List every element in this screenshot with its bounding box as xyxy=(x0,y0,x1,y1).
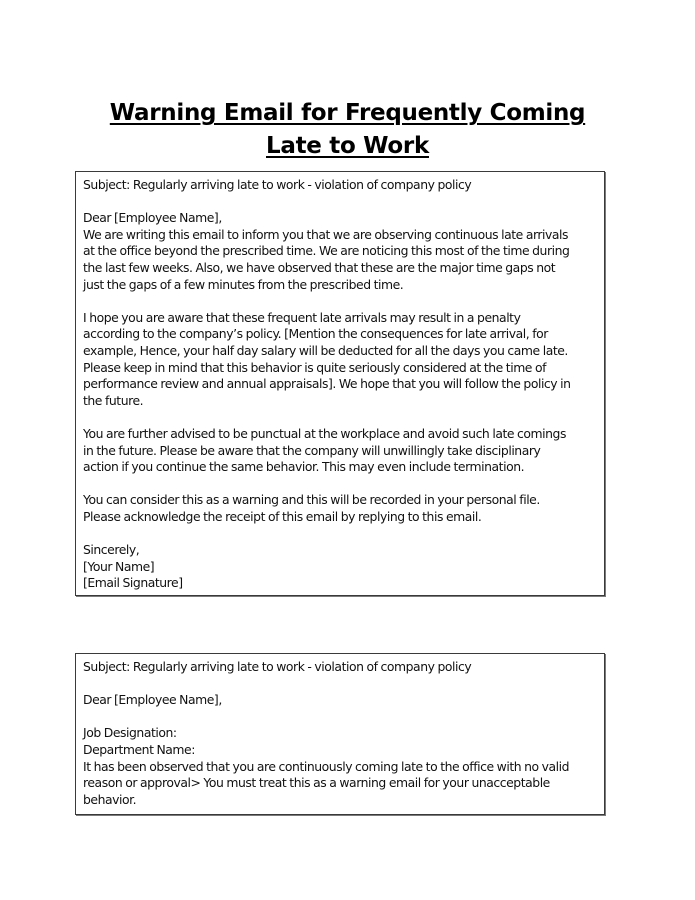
email-greeting: Dear [Employee Name], xyxy=(83,692,222,708)
paragraph-line: You can consider this as a warning and this will be recorded in your personal file. xyxy=(83,492,540,508)
paragraph-line: example, Hence, your half day salary will be deducted for all the days you came late. xyxy=(83,342,568,358)
email-subject: Subject: Regularly arriving late to work - violation of company policy xyxy=(83,177,472,192)
paragraph-line: in the future. Please be aware that the company will unwillingly take disciplinary xyxy=(83,442,541,458)
paragraph-line: I hope you are aware that these frequent late arrivals may result in a penalty xyxy=(83,309,521,325)
spacer xyxy=(83,476,598,493)
email-signature: [Email Signature] xyxy=(83,575,183,591)
email-paragraph-1 xyxy=(83,227,598,293)
email-subject: Subject: Regularly arriving late to work - violation of company policy xyxy=(83,659,472,674)
department-name-label: Department Name: xyxy=(83,741,195,757)
title-line-2: Late to Work xyxy=(266,133,429,160)
paragraph-line: performance review and annual appraisals]. We hope that you will follow the policy in xyxy=(83,376,571,392)
email-paragraph-1 xyxy=(83,759,598,809)
email-paragraph-4 xyxy=(83,492,598,525)
paragraph-line: behavior. xyxy=(83,791,137,807)
paragraph-line: at the office beyond the prescribed time. We are noticing this most of the time during xyxy=(83,243,570,259)
paragraph-line: You are further advised to be punctual at the workplace and avoid such late comings xyxy=(83,425,566,441)
paragraph-line: just the gaps of a few minutes from the prescribed time. xyxy=(83,276,404,292)
spacer xyxy=(83,293,598,310)
paragraph-line: We are writing this email to inform you that we are observing continuous late arrivals xyxy=(83,226,569,242)
email-closing: Sincerely, xyxy=(83,542,140,558)
email-paragraph-2 xyxy=(83,310,598,410)
job-designation-label: Job Designation: xyxy=(83,725,177,741)
paragraph-line: according to the company’s policy. [Mention the consequences for late arrival, for xyxy=(83,326,548,342)
paragraph-line: the future. xyxy=(83,392,144,408)
paragraph-line: Please keep in mind that this behavior is quite seriously considered at the time of xyxy=(83,359,547,375)
paragraph-line: It has been observed that you are continuously coming late to the office with no valid xyxy=(83,758,570,774)
spacer xyxy=(83,525,598,542)
email-paragraph-3 xyxy=(83,426,598,476)
email-template-1 xyxy=(75,171,605,596)
email-greeting: Dear [Employee Name], xyxy=(83,210,222,226)
paragraph-line: action if you continue the same behavior. This may even include termination. xyxy=(83,459,525,475)
email-template-2 xyxy=(75,653,605,815)
email-sender-name: [Your Name] xyxy=(83,558,155,574)
paragraph-line: reason or approval> You must treat this as a warning email for your unacceptable xyxy=(83,775,550,791)
spacer xyxy=(83,409,598,426)
page-title xyxy=(0,97,695,163)
spacer xyxy=(83,676,598,693)
paragraph-line: the last few weeks. Also, we have observed that these are the major time gaps not xyxy=(83,259,556,275)
spacer xyxy=(83,709,598,726)
paragraph-line: Please acknowledge the receipt of this email by replying to this email. xyxy=(83,508,482,524)
title-line-1: Warning Email for Frequently Coming xyxy=(109,100,586,127)
spacer xyxy=(83,194,598,211)
